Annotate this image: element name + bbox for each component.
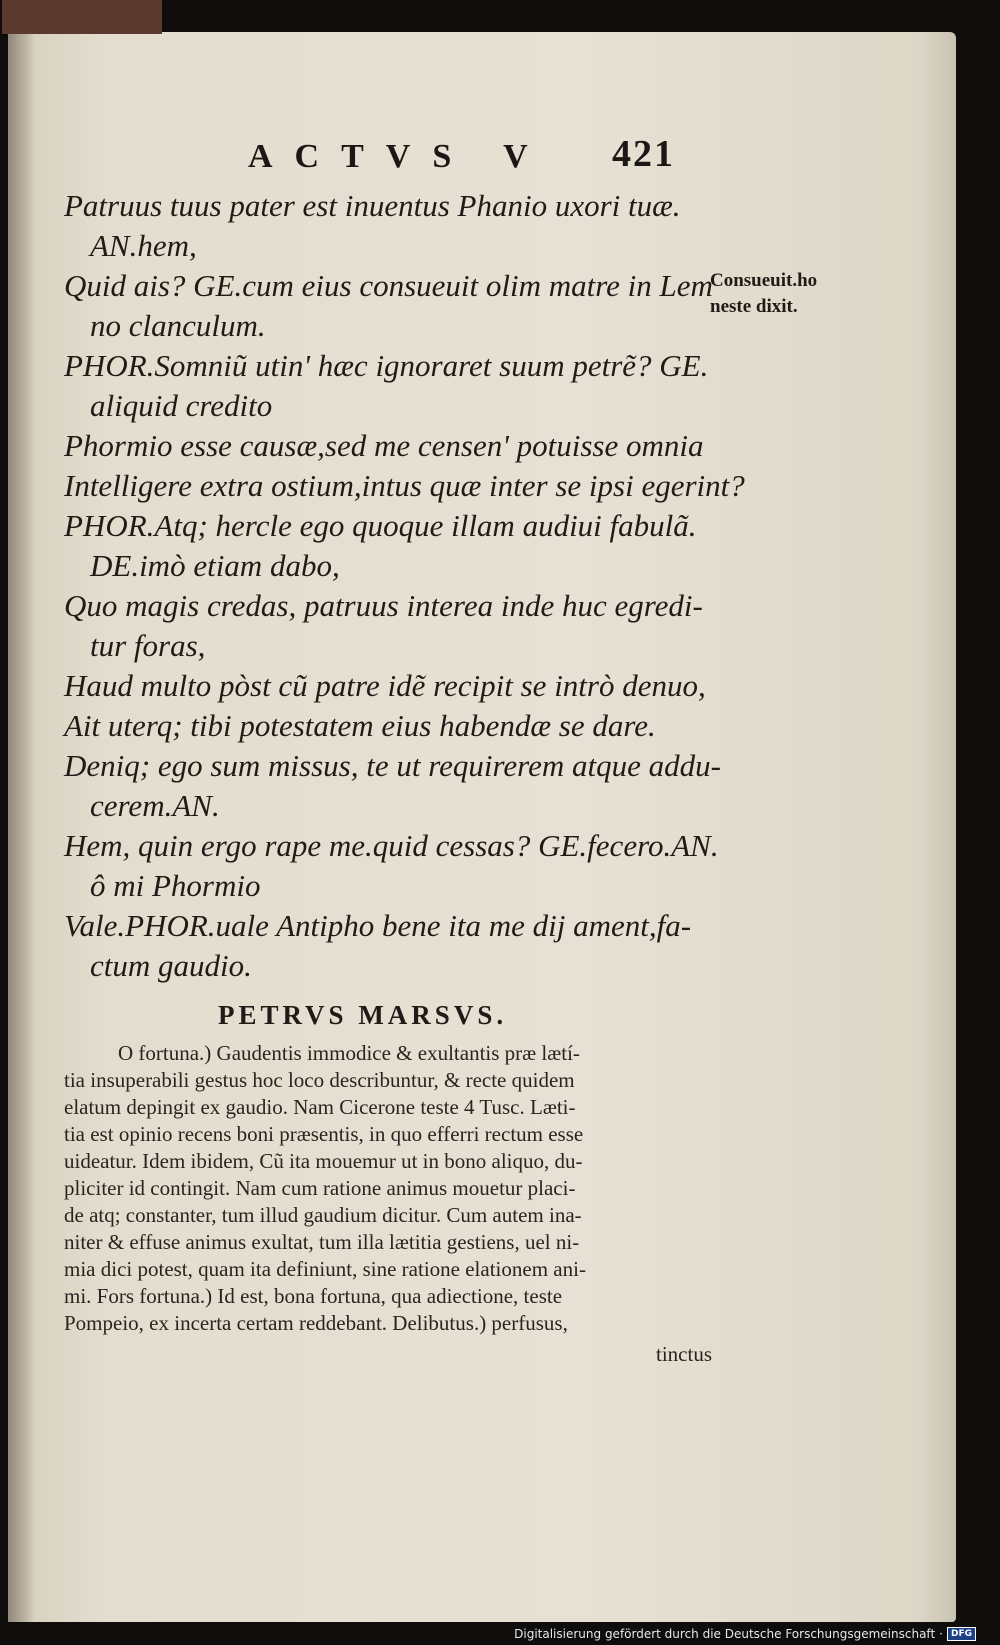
commentary-heading: PETRVS MARSVS. xyxy=(218,1000,508,1030)
verse-line: no clanculum. xyxy=(90,308,266,343)
margin-note-line: Consueuit.ho xyxy=(710,270,818,291)
commentary-line: O fortuna.) Gaudentis immodice & exultantis præ lætí- xyxy=(118,1041,580,1065)
verse-line: Quid ais? GE.cum eius consueuit olim matre in Lem xyxy=(64,268,713,303)
page-number: 421 xyxy=(612,133,675,175)
verse-line: Vale.PHOR.uale Antipho bene ita me dij ament,fa- xyxy=(64,908,692,943)
verse-line: Hem, quin ergo rape me.quid cessas? GE.fecero.AN. xyxy=(64,828,719,863)
verse-line: AN.hem, xyxy=(90,228,197,263)
commentary-line: mi. Fors fortuna.) Id est, bona fortuna, qua adiectione, teste xyxy=(64,1284,563,1308)
verse-line: Quo magis credas, patruus interea inde huc egredi- xyxy=(64,588,703,623)
page-gutter-shadow xyxy=(8,32,34,1622)
verse-line: PHOR.Somniũ utin' hæc ignoraret suum petrẽ? GE. xyxy=(64,348,709,383)
binding-ribbon xyxy=(2,0,162,34)
verse-line: ô mi Phormio xyxy=(90,868,261,903)
commentary-line: de atq; constanter, tum illud gaudium dicitur. Cum autem ina- xyxy=(64,1203,582,1227)
commentary-line: tia est opinio recens boni præsentis, in quo efferri rectum esse xyxy=(64,1122,584,1146)
commentary-line: niter & effuse animus exultat, tum illa lætitia gestiens, uel ni- xyxy=(64,1230,580,1254)
verse-line: cerem.AN. xyxy=(90,788,220,823)
verse-line: Patruus tuus pater est inuentus Phanio uxori tuæ. xyxy=(64,188,681,223)
funding-note: Digitalisierung gefördert durch die Deutsche Forschungsgemeinschaft xyxy=(514,1627,936,1641)
margin-note xyxy=(710,268,817,320)
commentary-line: Pompeio, ex incerta certam reddebant. Delibutus.) perfusus, xyxy=(64,1311,568,1335)
running-title: ACTVS V xyxy=(248,138,550,175)
commentary-line: pliciter id contingit. Nam cum ratione animus mouetur placi- xyxy=(64,1176,576,1200)
verse-line: Phormio esse causæ,sed me censen' potuisse omnia xyxy=(64,428,704,463)
commentary-line: tia insuperabili gestus hoc loco describuntur, & recte quidem xyxy=(64,1068,575,1092)
verse-line: aliquid credito xyxy=(90,388,273,423)
verse-line: PHOR.Atq; hercle ego quoque illam audiui fabulã. xyxy=(64,508,697,543)
verse-line: Intelligere extra ostium,intus quæ inter se ipsi egerint? xyxy=(64,468,745,503)
verse-line: DE.imò etiam dabo, xyxy=(90,548,340,583)
commentary-line: mia dici potest, quam ita definiunt, sine ratione elationem ani- xyxy=(64,1257,586,1281)
commentary-line: uideatur. Idem ibidem, Cũ ita mouemur ut in bono aliquo, du- xyxy=(64,1149,583,1173)
catchword: tinctus xyxy=(656,1342,712,1366)
verse-line: tur foras, xyxy=(90,628,206,663)
footer-separator: · xyxy=(939,1627,943,1641)
funding-footer xyxy=(514,1627,976,1641)
verse-line: Haud multo pòst cũ patre idẽ recipit se intrò denuo, xyxy=(64,668,706,703)
commentary-line: elatum depingit ex gaudio. Nam Cicerone teste 4 Tusc. Læti- xyxy=(64,1095,576,1119)
dfg-logo-icon: DFG xyxy=(947,1627,976,1641)
margin-note-line: neste dixit. xyxy=(710,296,798,317)
verse-line: Deniq; ego sum missus, te ut requirerem atque addu- xyxy=(64,748,721,783)
verse-line: Ait uterq; tibi potestatem eius habendæ se dare. xyxy=(64,708,656,743)
verse-line: ctum gaudio. xyxy=(90,948,252,983)
